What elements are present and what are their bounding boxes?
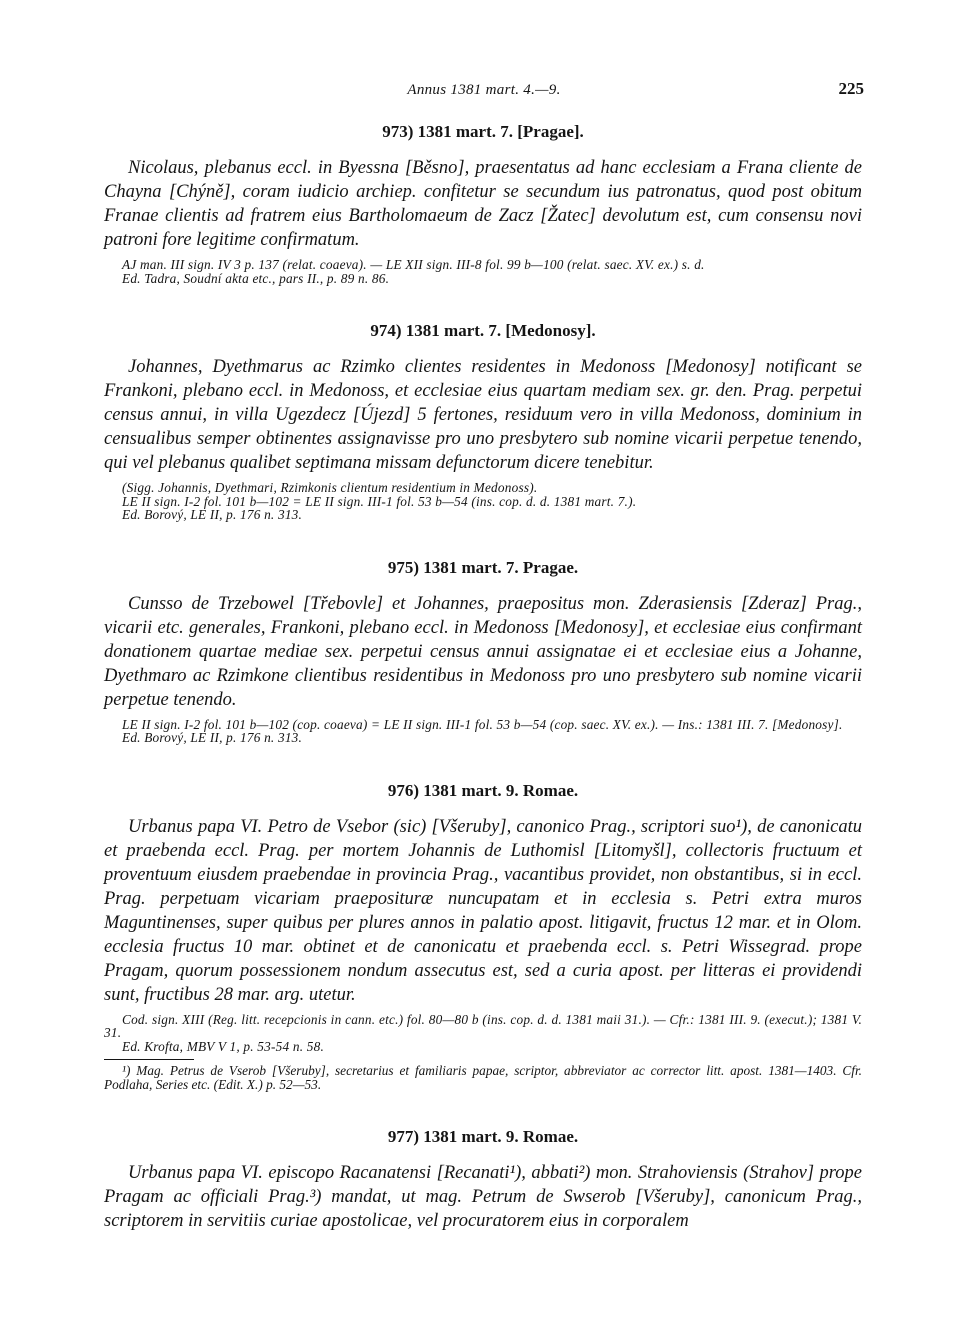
entry-regest: Nicolaus, plebanus eccl. in Byessna [Běsno], praesentatus ad hanc ecclesiam a Frana cliente de Chayna [Chýně], coram iudicio archiep. confitetur se secundum ius patronatus, quod post obitum Franae clientis ad fratrem eius Bartholomaeum de Zacz [Žatec] devolutum est, cum consensu novi patroni fore legitime confirmatum. <box>104 158 862 250</box>
entry-heading: 976) 1381 mart. 9. Romae. <box>387 780 579 800</box>
entry-spacer <box>104 745 862 781</box>
entry-spacer <box>104 1091 862 1127</box>
seal-line: (Sigg. Johannis, Dyethmari, Rzimkonis clientum residentium in Medonoss). <box>122 480 538 495</box>
entry-976 <box>104 781 862 1092</box>
source-block <box>104 718 862 745</box>
entry-regest: Johannes, Dyethmarus ac Rzimko clientes residentes in Medonoss [Medonosy] notificant se Frankoni, plebano eccl. in Medonoss, et ecclesiae eius quartam mediam sex. gr. den. Prag. perpetui census annui, in villa Ugezdecz [Újezd] 5 fertones, residuum vero in villa Medonoss, dominium in censualibus semper obtinentes assignavisse pro uno presbytero sub nomine vicarii perpetue tenendo, qui vel plebanus qualibet septimana missam defunctorum dicere tenebitur. <box>104 357 862 473</box>
entry-heading: 975) 1381 mart. 7. Pragae. <box>387 557 579 577</box>
footnote: ¹) Mag. Petrus de Vserob [Všeruby], secretarius et familiaris papae, scriptor, abbreviator ac corrector litt. apost. 1381—1403. Cfr. Podlaha, Series etc. (Edit. X.) p. 52—53. <box>104 1063 862 1092</box>
entry-heading: 977) 1381 mart. 9. Romae. <box>387 1127 579 1146</box>
edition-line: Ed. Borový, LE II, p. 176 n. 313. <box>122 730 303 745</box>
edition-line: Ed. Borový, LE II, p. 176 n. 313. <box>122 507 303 522</box>
page-body <box>104 122 862 1233</box>
entry-heading: 974) 1381 mart. 7. [Medonosy]. <box>370 321 596 340</box>
entry-heading: 973) 1381 mart. 7. [Pragae]. <box>382 122 584 141</box>
source-line: LE II sign. I-2 fol. 101 b—102 (cop. coaeva) = LE II sign. III-1 fol. 53 b—54 (cop. saec. XV. ex.). — Ins.: 1381 III. 7. [Medonosy]. <box>122 716 843 732</box>
entry-regest: Urbanus papa VI. Petro de Vsebor (sic) [Všeruby], canonico Prag., scriptori suo¹), de canonicatu et praebenda eccl. Prag. per mortem Johannis de Luthomisl [Litomyšl], collectoris fructuum et proventuum eiusdem praebendae in provincia Prag., vacantibus providet, non obstantibus, si in eccl. Prag. perpetuam vicariam praeposituræ nuncupatam et in ecclesia s. Petri extra muros Maguntinenses, super quibus per plures annos in palatio apost. litigavit, fructus 12 mar. et in Olom. ecclesia fructus 10 mar. obtinet et de canonicatu et praebenda eccl. s. Petri Wissegrad. prope Pragam, quorum possessionem nondum assecutus est, sed a curia apost. per litteras ei providendi sunt, fructibus 28 mar. arg. utetur. <box>104 816 862 1005</box>
page-number: 225 <box>838 79 864 98</box>
source-line: Cod. sign. XIII (Reg. litt. recepcionis in cann. etc.) fol. 80—80 b (ins. cop. d. d. 1381 maii 31.). — Cfr.: 1381 III. 9. (execut.); 1381 V. 31. <box>104 1011 862 1040</box>
source-line: AJ man. III sign. IV 3 p. 137 (relat. coaeva). — LE XII sign. III-8 fol. 99 b—100 (relat. saec. XV. ex.) s. d. <box>122 257 705 272</box>
source-block <box>104 258 862 285</box>
source-block <box>104 481 862 522</box>
running-head: Annus 1381 mart. 4.—9. <box>407 82 561 98</box>
source-line: LE II sign. I-2 fol. 101 b—102 = LE II sign. III-1 fol. 53 b—54 (ins. cop. d. d. 1381 mart. 7.). <box>122 493 637 509</box>
footnote-rule <box>104 1059 194 1060</box>
page-header <box>104 79 864 106</box>
entry-regest: Urbanus papa VI. episcopo Racanatensi [Recanati¹), abbati²) mon. Strahoviensis (Strahov] prope Pragam ac officiali Prag.³) mandat, ut mag. Petrum de Swserob [Všeruby], canonicum Prag., scriptorem in servitiis curiae apostolicae, vel procuratorem eius in corporalem <box>104 1163 862 1231</box>
entry-regest: Cunsso de Trzebowel [Třebovle] et Johannes, praepositus mon. Zderasiensis [Zderaz] Prag., vicarii etc. generales, Frankoni, plebano eccl. in Medonoss [Medonosy], et ecclesiae eius confirmant donationem quartae mediae sex. perpetui census annui assignatae ei et ecclesiae eius a Johanne, Dyethmaro ac Rzimkone clientibus residentibus in Medonoss pro uno presbytero sub nomine vicarii perpetue tenendo. <box>104 593 862 710</box>
entry-973 <box>104 122 862 285</box>
entry-974 <box>104 321 862 522</box>
edition-line: Ed. Tadra, Soudní akta etc., pars II., p. 89 n. 86. <box>122 270 390 286</box>
entry-spacer <box>104 522 862 558</box>
entry-spacer <box>104 285 862 321</box>
source-block <box>104 1013 862 1054</box>
entry-977 <box>104 1127 862 1233</box>
edition-line: Ed. Krofta, MBV V 1, p. 53-54 n. 58. <box>122 1038 324 1054</box>
entry-975 <box>104 558 862 745</box>
